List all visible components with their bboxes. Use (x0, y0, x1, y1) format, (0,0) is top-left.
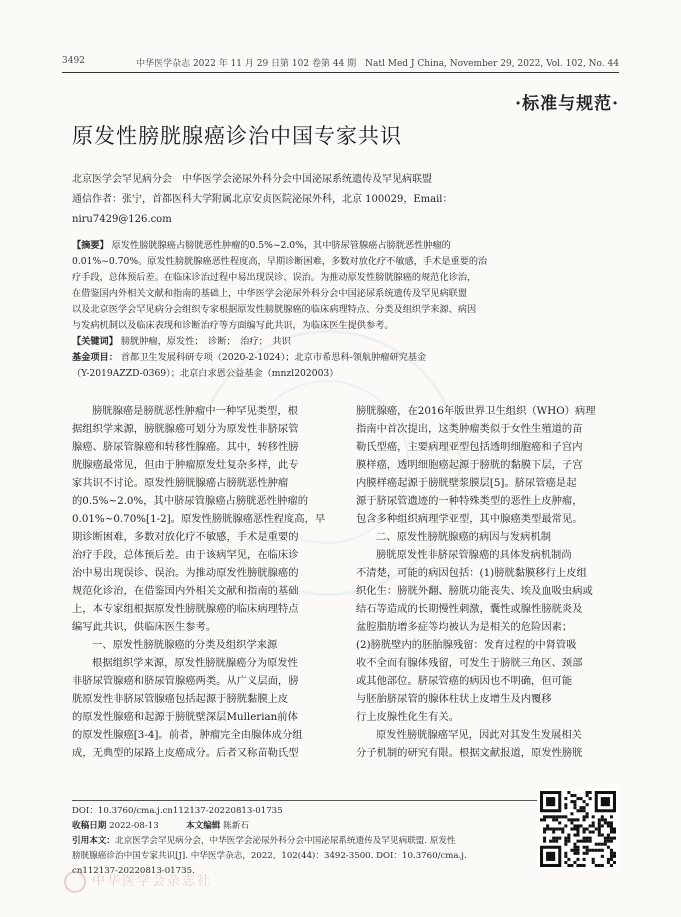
body-line: 收不全而有腺体残留，可发生于膀胱三角区、颈部 (356, 657, 583, 669)
body-line: 非脐尿管腺癌和脐尿管腺癌两类。从广义层面，膀 (72, 675, 299, 687)
dates-editor: 收稿日期 2022-08-13 本文编辑 陈新石 (72, 821, 249, 831)
author-line: niru7429@126.com (72, 214, 172, 225)
doi: DOI：10.3760/cma.j.cn112137-20220813-01735 (72, 806, 283, 816)
body-line: 据组织学来源，膀胱腺癌可划分为原发性非脐尿管 (72, 423, 299, 435)
header-rule (62, 72, 619, 73)
body-line: 膀胱原发性非脐尿管腺癌的具体发病机制尚 (376, 549, 572, 561)
article-footer (72, 804, 542, 879)
body-line: 膀胱腺癌，在2016年版世界卫生组织（WHO）病理 (356, 405, 596, 417)
body-line: 腺癌、脐尿管腺癌和转移性腺癌。其中，转移性膀 (72, 441, 299, 453)
body-line: 二、原发性膀胱腺癌的病因与发病机制 (376, 531, 552, 543)
abstract-line: 0.01%~0.70%。原发性膀胱腺癌恶性程度高，早期诊断困难，多数对放化疗不敏感，手术是重要的治 (72, 256, 488, 267)
body-line: 源于脐尿管遗迹的一种特殊类型的恶性上皮肿瘤， (356, 495, 583, 507)
body-line: 包含多种组织病理学亚型，其中腺癌类型最常见。 (356, 513, 583, 525)
publisher-mark-icon (64, 871, 86, 893)
body-line: 0.01%~0.70%[1-2]。原发性膀胱腺癌恶性程度高，早 (72, 513, 326, 525)
running-header (62, 56, 619, 70)
body-line: 治中易出现误诊、误治。为推动原发性膀胱腺癌的 (72, 567, 299, 579)
body-line: 期诊断困难，多数对放化疗不敏感，手术是重要的 (72, 531, 299, 543)
citation-line: 膀胱腺癌诊治中国专家共识[J]. 中华医学杂志，2022，102(44)：3492-3500. DOI：10.3760/cma.j. (72, 851, 467, 861)
publisher-name: 中华医学会杂志社 (92, 874, 213, 889)
body-line: 上，本专家组根据原发性膀胱腺癌的临床病理特点 (72, 603, 299, 615)
body-line: 规范化诊治，在借鉴国内外相关文献和指南的基础 (72, 585, 299, 597)
footer-rule (72, 800, 542, 801)
body-line: 根据组织学来源，原发性膀胱腺癌分为原发性 (92, 657, 298, 669)
body-line: 结石等造成的长期慢性刺激，囊性或腺性膀胱炎及 (356, 603, 583, 615)
funding-label: 基金项目： (72, 352, 118, 363)
body-line: 成，无典型的尿路上皮癌成分。后者又称苗勒氏型 (72, 747, 299, 759)
body-line: 盆腔脂肪增多症等均被认为是相关的危险因素； (356, 621, 573, 633)
author-line: 通信作者：张宁，首都医科大学附属北京安贞医院泌尿外科，北京 100029，Email： (72, 194, 453, 205)
body-line: 指南中首次提出，这类肿瘤类似于女性生殖道的苗 (356, 423, 583, 435)
abstract (72, 238, 612, 382)
body-line: 胱原发性非脐尿管腺癌包括起源于膀胱黏膜上皮 (72, 693, 289, 705)
body-line: (2)膀胱壁内的胚胎腺残留：发育过程的中肾管吸 (356, 639, 577, 651)
abstract-line: 在借鉴国内外相关文献和指南的基础上，中华医学会泌尿外科分会中国泌尿系统遗传及罕见病联盟 (72, 288, 468, 299)
citation: 引用本文：北京医学会罕见病分会，中华医学会泌尿外科分会中国泌尿系统遗传及罕见病联盟. 原发性 (72, 836, 456, 846)
body-line: 的原发性腺癌和起源于膀胱壁深层Mullerian前体 (72, 711, 298, 723)
body-line: 分子机制的研究有限。根据文献报道，原发性膀胱 (356, 747, 583, 759)
body-line: 不清楚，可能的病因包括：(1)膀胱黏膜移行上皮组 (356, 567, 587, 579)
body-line: 原发性膀胱腺癌罕见，因此对其发生发展相关 (376, 729, 582, 741)
abstract-line: 以及北京医学会罕见病分会组织专家根据原发性膀胱腺癌的临床病理特点、分类及组织学来源、病因 (72, 304, 477, 315)
abstract-line: 与发病机制以及临床表现和诊断治疗等方面编写此共识，为临床医生提供参考。 (72, 320, 394, 331)
funding: 基金项目： 首都卫生发展科研专项（2020-2-1024）；北京市希思科-领航肿瘤研究基金 (72, 352, 427, 363)
body-line: 编写此共识，供临床医生参考。 (72, 621, 217, 633)
publisher-logo (64, 870, 364, 894)
keywords-label: 【关键词】 (72, 336, 118, 347)
body-line: 家共识不讨论。原发性膀胱腺癌占膀胱恶性肿瘤 (72, 477, 289, 489)
body-line: 织化生：膀胱外翻、膀胱功能丧失、埃及血吸虫病或 (356, 585, 593, 597)
body-column-right (356, 402, 614, 762)
body-column-left (72, 402, 330, 762)
article-title: 原发性膀胱腺癌诊治中国专家共识 (72, 124, 402, 148)
body-line: 勒氏型癌，主要病理亚型包括透明细胞癌和子宫内 (356, 441, 583, 453)
abstract-line: 【摘要】 原发性膀胱腺癌占膀胱恶性肿瘤的0.5%~2.0%，其中脐尿管腺癌占膀胱恶性肿瘤的 (72, 240, 451, 251)
body-line: 一、原发性膀胱腺癌的分类及组织学来源 (92, 639, 278, 651)
author-line: 北京医学会罕见病分会 中华医学会泌尿外科分会中国泌尿系统遗传及罕见病联盟 (72, 174, 432, 185)
body-line: 与胚胎脐尿管的腺体柱状上皮增生及内覆移 (356, 693, 552, 705)
journal-citation-header: 中华医学杂志 2022 年 11 月 29 日第 102 卷第 44 期 Natl Med J China, November 29, 2022, Vol. 102, No. 44 (136, 59, 619, 69)
abstract-line: 疗手段，总体预后差。在临床诊治过程中易出现误诊、误治。为推动原发性膀胱腺癌的规范化诊治， (72, 272, 477, 283)
body-line: 治疗手段，总体预后差。由于该病罕见，在临床诊 (72, 549, 299, 561)
body-line: 行上皮腺性化生有关。 (356, 711, 459, 723)
keywords: 【关键词】 膀胱肿瘤，原发性； 诊断； 治疗； 共识 (72, 336, 291, 347)
body-line: 的原发性腺癌[3-4]。前者，肿瘤完全由腺体成分组 (72, 729, 303, 741)
column-category: ·标准与规范· (515, 94, 619, 114)
citation-line: cn112137-20220813-01735. (72, 866, 195, 876)
body-line: 或其他部位。脐尿管癌的病因也不明确，但可能 (356, 675, 573, 687)
author-block (72, 170, 612, 230)
abstract-label: 【摘要】 (72, 240, 109, 251)
body-line: 膀胱腺癌是膀胱恶性肿瘤中一种罕见类型，根 (92, 405, 298, 417)
body-line: 的0.5%~2.0%，其中脐尿管腺癌占膀胱恶性肿瘤的 (72, 495, 308, 507)
body-line: 内膜样癌起源于膀胱壁浆膜层[5]。脐尿管癌是起 (356, 477, 577, 489)
funding-line: （Y-2019AZZD-0369）；北京白求恩公益基金（mnzl202003） (72, 368, 339, 379)
page-number: 3492 (62, 56, 85, 66)
qr-code-icon (537, 788, 619, 870)
body-line: 膜样癌，透明细胞癌起源于膀胱的黏膜下层，子宫 (356, 459, 583, 471)
body-line: 胱腺癌最常见，但由于肿瘤原发灶复杂多样，此专 (72, 459, 299, 471)
